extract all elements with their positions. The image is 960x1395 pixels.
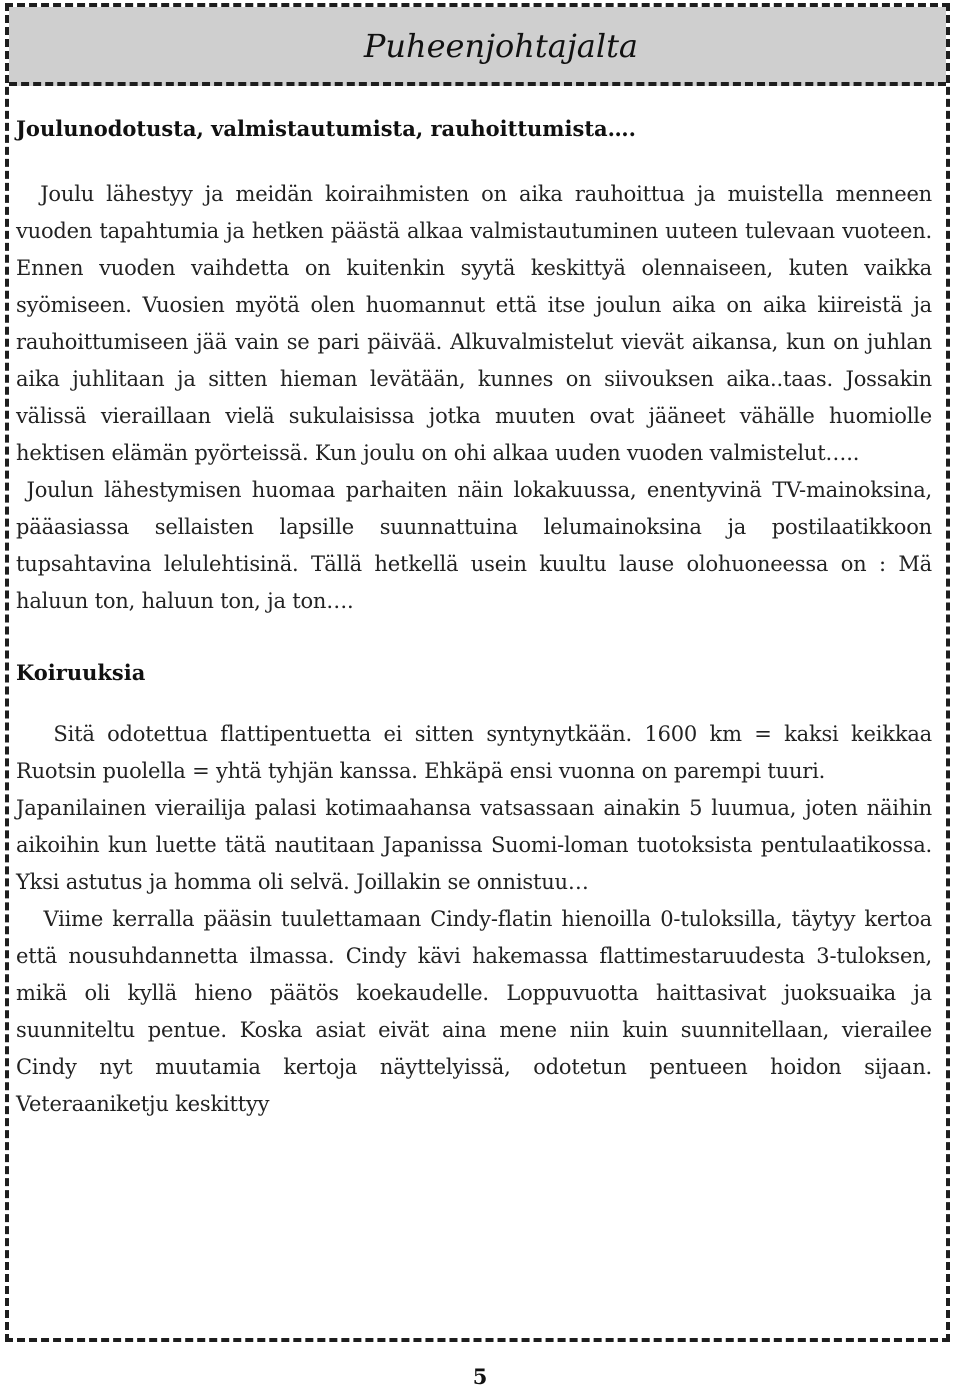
section-heading-joulunodotusta: Joulunodotusta, valmistautumista, rauhoittumista…. bbox=[16, 116, 636, 141]
paragraph: Japanilainen vierailija palasi kotimaahansa vatsassaan ainakin 5 luumua, joten näihin aikoihin kun luette tätä nautitaan Japanissa Suomi-loman tuotoksista pentulaatikossa. Yksi astutus ja homma oli selvä. Joillakin se onnistuu… bbox=[16, 796, 939, 894]
page-number: 5 bbox=[472, 1364, 488, 1389]
paragraph: Viime kerralla pääsin tuulettamaan Cindy-flatin hienoilla 0-tuloksilla, täytyy kertoa että nousuhdannetta ilmassa. Cindy kävi hakemassa flattimestaruudesta 3-tuloksen, mikä oli kyllä hieno päätös koekaudelle. Loppuvuotta haittasivat juoksuaika ja suunniteltu pentue. Koska asiat eivät aina mene niin kuin suunnitellaan, vierailee Cindy nyt muutamia kertoja näyttelyissä, odotetun pentueen hoidon sijaan. Veteraaniketju keskittyy bbox=[16, 907, 939, 1116]
header-band bbox=[9, 7, 946, 86]
paragraph: Sitä odotettua flattipentuetta ei sitten syntynytkään. 1600 km = kaksi keikkaa Ruotsin puolella = yhtä tyhjän kanssa. Ehkäpä ensi vuonna on parempi tuuri. bbox=[16, 722, 939, 783]
article-body bbox=[16, 104, 939, 1123]
page-title: Puheenjohtajalta bbox=[363, 27, 638, 65]
section-heading-koiruuksia: Koiruuksia bbox=[16, 660, 146, 685]
paragraph: Joulun lähestymisen huomaa parhaiten näin lokakuussa, enentyvinä TV-mainoksina, pääasiassa sellaisten lapsille suunnattuina lelumainoksina ja postilaatikkoon tupsahtavina lelulehtisinä. Tällä hetkellä usein kuultu lause olohuoneessa on : Mä haluun ton, haluun ton, ja ton…. bbox=[16, 478, 939, 613]
paragraph: Joulu lähestyy ja meidän koiraihmisten on aika rauhoittua ja muistella menneen vuoden tapahtumia ja hetken päästä alkaa valmistautuminen uuteen tulevaan vuoteen. Ennen vuoden vaihdetta on kuitenkin syytä keskittyä olennaiseen, kuten vaikka syömiseen. Vuosien myötä olen huomannut että itse joulun aika on aika kiireistä ja rauhoittumiseen jää vain se pari päivää. Alkuvalmistelut vievät aikansa, kun on juhlan aika juhlitaan ja sitten hieman levätään, kunnes on siivouksen aika..taas. Jossakin välissä vieraillaan vielä sukulaisissa jotka muuten ovat jääneet vähälle huomiolle hektisen elämän pyörteissä. Kun joulu on ohi alkaa uuden vuoden valmistelut….. bbox=[16, 182, 939, 465]
